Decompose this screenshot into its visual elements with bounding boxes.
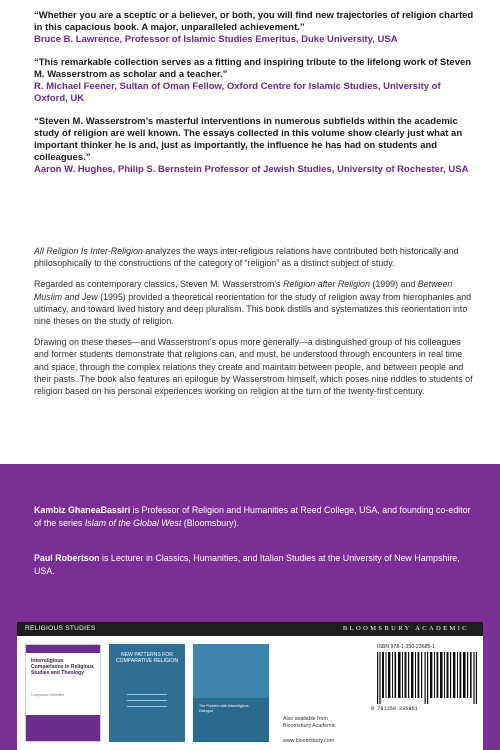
publisher-label: BLOOMSBURY ACADEMIC [342, 625, 469, 632]
related-book-cover [25, 644, 101, 742]
author-bio [34, 552, 474, 577]
description-text: (1999) and [369, 279, 418, 290]
related-book-title: Interreligious Comparisons in Religious Studies and Theology [31, 658, 94, 676]
series-title: Islam of the Global West [84, 517, 182, 528]
author-bio [34, 504, 474, 529]
author-bio-text: (Bloomsbury). [181, 517, 240, 528]
description-paragraph: Drawing on these theses—and Wasserstrom’s opus more generally—a distinguished group of his colleagues and former students demonstrate that religions can, and must, be understood through encounters in real time and space, through the complex relations they create and maintain between people, and between people and their pasts. The book also features an epilogue by Wasserstrom himself, which poses nine riddles to students of religion based on his personal experiences working on religion at the turn of the twenty-first century. [34, 337, 473, 397]
book-title: All Religion Is Inter-Religion [34, 246, 143, 256]
quote-attribution: Bruce B. Lawrence, Professor of Islamic Studies Emeritus, Duke University, USA [34, 34, 398, 45]
also-available-label: Also available from Bloomsbury Academic [283, 716, 336, 729]
quote-text: “This remarkable collection serves as a fitting and inspiring tribute to the lifelong work of Steven M. Wasserstrom as scholar and a teacher.” [34, 57, 472, 80]
description-paragraph [34, 278, 474, 327]
quote-attribution: R. Michael Feener, Sultan of Oman Fellow, Oxford Centre for Islamic Studies, University of Oxford, UK [34, 81, 441, 104]
cited-title: Between Muslim and Jew [34, 279, 453, 302]
quote-text: “Whether you are a sceptic or a believer, or both, you will find new trajectories of religion charted in this capacious book. A major, unparalleled achievement.” [34, 10, 474, 33]
description-text: analyzes the ways inter-religious relations have contributed both historically and philosophically to the constructions of the category of “religion” as a distinct subject of study. [34, 246, 459, 269]
category-label: RELIGIOUS STUDIES [25, 625, 96, 632]
related-book-title: The Problem with Interreligious Dialogue [199, 704, 249, 713]
isbn-label: ISBN 978-1-350-23685-1 [377, 644, 435, 650]
related-book-title: NEW PATTERNS FOR COMPARATIVE RELIGION [115, 652, 179, 665]
endorsement [34, 10, 474, 46]
related-book-subtitle: Comparison Revisited [31, 693, 65, 697]
cited-title: Religion after Religion [283, 279, 370, 290]
description-paragraph [34, 245, 474, 269]
related-book-cover [109, 644, 185, 742]
endorsement [34, 57, 474, 105]
category-bar [17, 622, 483, 636]
quote-attribution: Aaron W. Hughes, Philip S. Bernstein Professor of Jewish Studies, University of Rochester, USA [34, 164, 469, 175]
author-name: Paul Robertson [34, 553, 100, 563]
description-text: Regarded as contemporary classics, Steven M. Wasserstrom’s [34, 279, 284, 290]
barcode-icon [377, 652, 477, 704]
endorsement [34, 116, 474, 176]
description-text: (1995) provided a theoretical reorientation for the study of religion away from hierophanies and ultimacy, and toward lived history and deep pluralism. This book distills and systematizes this reorientation into nine theses on the study of religion. [34, 291, 472, 327]
website-link[interactable]: www.bloomsbury.com [283, 738, 335, 744]
footer-band [17, 622, 483, 750]
author-bio-text: is Professor of Religion and Humanities at Reed College, USA, and founding co-editor of the series [34, 505, 471, 528]
quote-text: “Steven M. Wasserstrom’s masterful interventions in numerous subfields within the academic study of religion are well known. The essays collected in this volume show clearly just what an important thinker he is and, just as importantly, the influence he has had on students and colleagues.” [34, 116, 463, 163]
book-description [34, 245, 474, 406]
related-book-cover [193, 644, 269, 742]
barcode-digits: 9 781350 236851 [371, 706, 418, 712]
author-bio-text: is Lecturer in Classics, Humanities, and Italian Studies at the University of New Hampshire, USA. [34, 553, 460, 576]
author-name: Kambiz GhaneaBassiri [34, 505, 131, 515]
endorsements [34, 10, 474, 187]
